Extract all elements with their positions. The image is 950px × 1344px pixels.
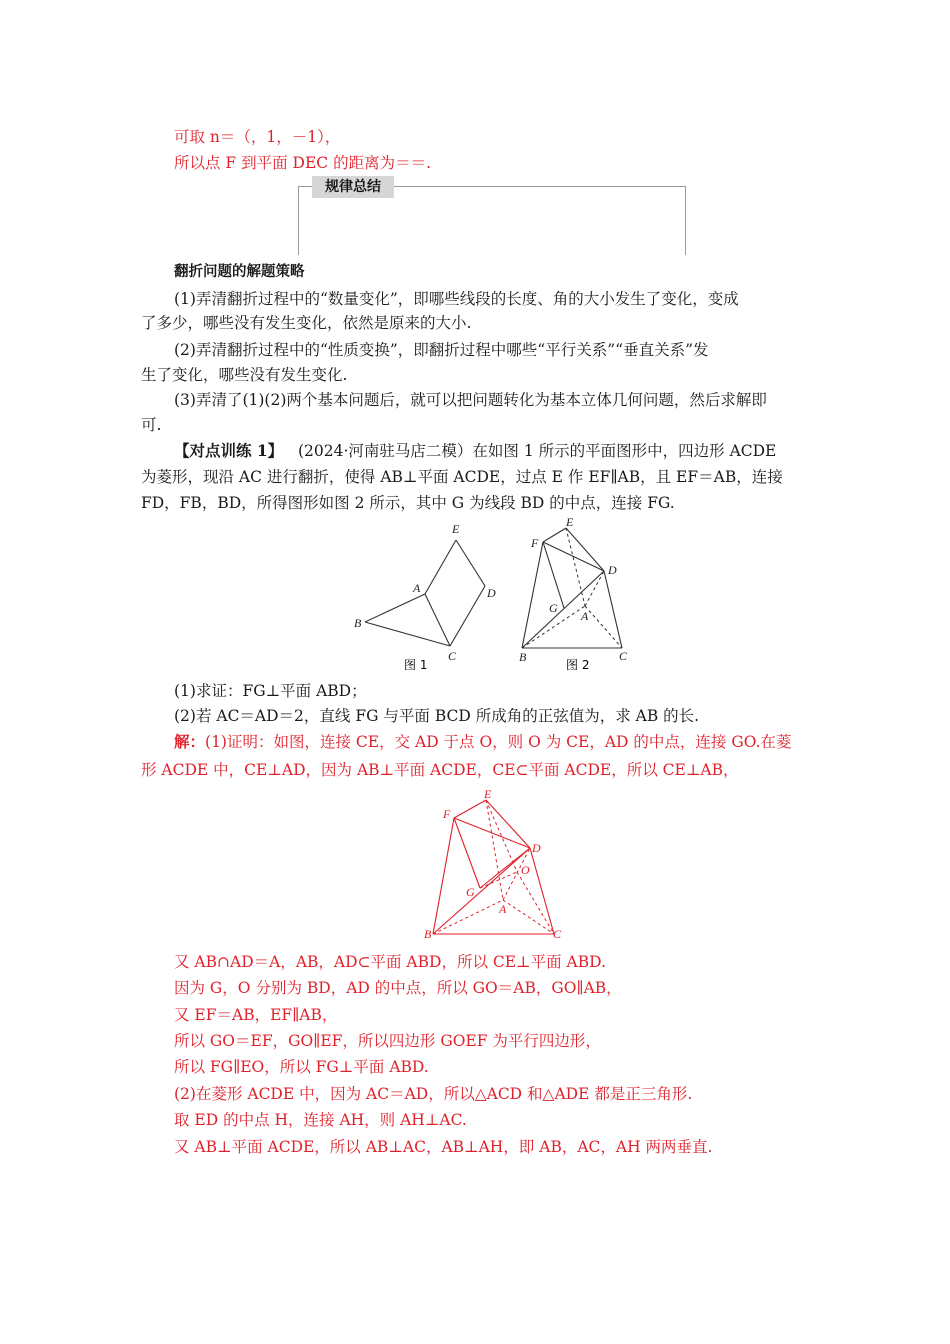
exercise-tag: 【对点训练 1】: [174, 441, 284, 460]
fig3-label-D: D: [532, 841, 541, 855]
exercise-line-2: 为菱形，现沿 AC 进行翻折，使得 AB⊥平面 ACDE，过点 E 作 EF∥AB，且 EF＝AB，连接: [141, 468, 783, 486]
figures-1-2: [0, 518, 950, 678]
rule-summary-label: 规律总结: [312, 176, 394, 198]
fig2-caption: 图 2: [566, 658, 590, 672]
fig2-label-A: A: [581, 609, 589, 623]
fig2-label-G: G: [549, 601, 558, 615]
figure-3: [0, 790, 950, 940]
exercise-line-3: FD，FB，BD，所得图形如图 2 所示，其中 G 为线段 BD 的中点，连接 FG.: [141, 494, 675, 512]
strategy-p1a: (1)弄清翻折过程中的“数量变化”，即哪些线段的长度、角的大小发生了变化，变成: [174, 290, 739, 308]
solution-line-5: 所以 GO＝EF，GO∥EF，所以四边形 GOEF 为平行四边形，: [174, 1032, 601, 1050]
solution-line-4: 又 EF＝AB，EF∥AB，: [174, 1006, 338, 1024]
fig1-label-D: D: [487, 586, 496, 600]
top-line-2: 所以点 F 到平面 DEC 的距离为＝＝.: [174, 154, 431, 172]
fig1-caption: 图 1: [404, 658, 428, 672]
fig3-label-C: C: [553, 927, 562, 940]
fig1-label-E: E: [452, 522, 460, 536]
solution-text-1a: (1)证明：如图，连接 CE，交 AD 于点 O，则 O 为 CE，AD 的中点，连接 GO.在菱: [205, 733, 792, 751]
solution-line-1a: [174, 732, 791, 752]
solution-line-7: (2)在菱形 ACDE 中，因为 AC＝AD，所以△ACD 和△ADE 都是正三角形.: [174, 1085, 693, 1103]
exercise-line-1: (2024·河南驻马店二模）在如图 1 所示的平面图形中，四边形 ACDE: [298, 442, 777, 460]
fig3-label-E: E: [484, 790, 492, 801]
solution-line-2: 又 AB∩AD＝A，AB，AD⊂平面 ABD，所以 CE⊥平面 ABD.: [174, 953, 606, 971]
solution-line-9: 又 AB⊥平面 ACDE，所以 AB⊥AC，AB⊥AH，即 AB，AC，AH 两两垂直.: [174, 1138, 713, 1156]
fig2-label-F: F: [531, 536, 539, 550]
fig3-label-O: O: [521, 863, 530, 877]
strategy-p2b: 生了变化，哪些没有发生变化.: [141, 366, 348, 384]
solution-line-6: 所以 FG∥EO，所以 FG⊥平面 ABD.: [174, 1058, 429, 1076]
strategy-p3a: (3)弄清了(1)(2)两个基本问题后，就可以把问题转化为基本立体几何问题，然后求解即: [174, 391, 767, 409]
solution-line-8: 取 ED 的中点 H，连接 AH，则 AH⊥AC.: [174, 1111, 467, 1129]
fig3-label-B: B: [424, 927, 432, 940]
fig1-label-C: C: [448, 649, 457, 663]
strategy-p1b: 了多少，哪些没有发生变化，依然是原来的大小.: [141, 314, 472, 332]
solution-line-3: 因为 G，O 分别为 BD，AD 的中点，所以 GO＝AB，GO∥AB，: [174, 979, 622, 997]
fig1-label-B: B: [354, 616, 362, 630]
figure-1: [365, 540, 485, 646]
top-line-1: 可取 n＝（，1，－1），: [174, 128, 341, 146]
solution-line-1b: 形 ACDE 中，CE⊥AD，因为 AB⊥平面 ACDE，CE⊂平面 ACDE，所以 CE⊥AB，: [141, 761, 739, 779]
fig2-label-D: D: [608, 563, 617, 577]
fig3-label-A: A: [499, 902, 507, 916]
fig2-label-C: C: [619, 649, 628, 663]
fig1-label-A: A: [413, 581, 421, 595]
fig3-label-F: F: [443, 807, 451, 821]
fig2-label-B: B: [519, 650, 527, 664]
strategy-title: 翻折问题的解题策略: [174, 264, 305, 280]
strategy-p2a: (2)弄清翻折过程中的“性质变换”，即翻折过程中哪些“平行关系”“垂直关系”发: [174, 341, 709, 359]
question-1: (1)求证：FG⊥平面 ABD；: [174, 682, 367, 700]
solution-head: 解：: [174, 732, 206, 751]
fig3-label-G: G: [466, 885, 475, 899]
question-2: (2)若 AC＝AD＝2，直线 FG 与平面 BCD 所成角的正弦值为，求 AB 的长.: [174, 707, 700, 725]
fig2-label-E: E: [566, 518, 574, 529]
strategy-p3b: 可.: [141, 416, 162, 434]
